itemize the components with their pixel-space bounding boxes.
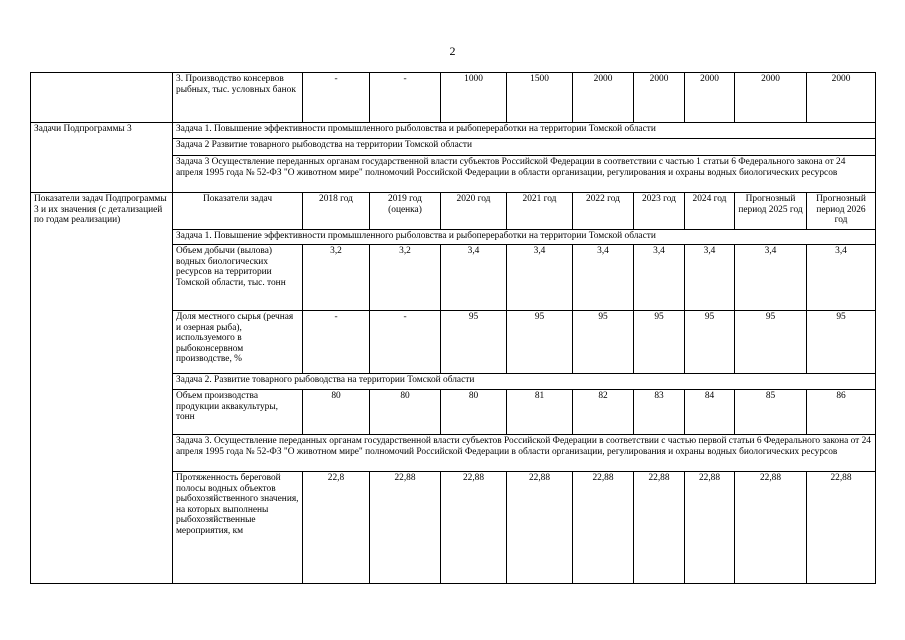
value-cell: 22,88 [735,472,807,584]
value-cell: 22,88 [573,472,634,584]
value-cell: 2000 [573,73,634,123]
value-cell: 80 [370,390,441,435]
value-cell: 95 [685,311,735,374]
task-text: Задача 2. Развитие товарного рыбоводства на территории Томской области [173,374,876,390]
indicator-label: Доля местного сырья (речная и озерная рыба), используемого в рыбоконсервном производстве, % [173,311,303,374]
header-cell: Показатели задач [173,193,303,230]
value-cell: 22,88 [507,472,573,584]
header-cell: 2020 год [441,193,507,230]
header-cell: Прогнозный период 2025 год [735,193,807,230]
indicator-label: Протяженность береговой полосы водных объектов рыбохозяйственного значения, на которых выполнены рыбохозяйственные мероприятия, км [173,472,303,584]
header-cell: 2024 год [685,193,735,230]
value-cell: 83 [634,390,685,435]
indicator-label: 3. Производство консервов рыбных, тыс. условных банок [173,73,303,123]
value-cell: 82 [573,390,634,435]
table-row-task1 [31,123,876,139]
value-cell: 80 [441,390,507,435]
value-cell: 85 [735,390,807,435]
task-text: Задача 1. Повышение эффективности промышленного рыболовства и рыбопереработки на территории Томской области [173,230,876,245]
header-cell: 2021 год [507,193,573,230]
value-cell: 3,4 [685,245,735,311]
value-cell: 3,4 [573,245,634,311]
value-cell: 2000 [685,73,735,123]
value-cell: 3,2 [303,245,370,311]
value-cell: 80 [303,390,370,435]
task-text: Задача 1. Повышение эффективности промышленного рыболовства и рыбопереработки на территории Томской области [173,123,876,139]
empty-cell [31,73,173,123]
value-cell: 84 [685,390,735,435]
page-number: 2 [449,44,456,58]
indicator-label: Объем производства продукции аквакультуры, тонн [173,390,303,435]
value-cell: - [303,311,370,374]
value-cell: 3,4 [634,245,685,311]
value-cell: 95 [441,311,507,374]
value-cell: 2000 [807,73,876,123]
value-cell: 81 [507,390,573,435]
value-cell: 95 [735,311,807,374]
value-cell: 3,4 [507,245,573,311]
header-cell: 2018 год [303,193,370,230]
value-cell: 22,8 [303,472,370,584]
value-cell: 22,88 [370,472,441,584]
value-cell: - [370,311,441,374]
value-cell: 1000 [441,73,507,123]
table-row-canned-fish [31,73,876,123]
value-cell: 3,4 [807,245,876,311]
value-cell: 95 [573,311,634,374]
value-cell: 1500 [507,73,573,123]
header-cell: Прогнозный период 2026 год [807,193,876,230]
value-cell: - [370,73,441,123]
value-cell: 95 [807,311,876,374]
task-text: Задача 3. Осуществление переданных органам государственной власти субъектов Российской Федерации в соответствии с частью первой статьи 6 Федерального закона от 24 апреля 1995 года № 52-ФЗ "О животном мире" полномочий Российской Федерации в области организации, регулирования и охраны водных биологических ресурсов [173,435,876,472]
task-text: Задача 2 Развитие товарного рыбоводства на территории Томской области [173,139,876,156]
value-cell: 22,88 [441,472,507,584]
subprogram-table [30,72,876,584]
tasks-section-label: Задачи Подпрограммы 3 [31,123,173,193]
header-cell: 2023 год [634,193,685,230]
value-cell: 95 [634,311,685,374]
value-cell: 2000 [634,73,685,123]
value-cell: 2000 [735,73,807,123]
indicator-label: Объем добычи (вылова) водных биологических ресурсов на территории Томской области, тыс. тонн [173,245,303,311]
header-cell: 2019 год (оценка) [370,193,441,230]
value-cell: 3,4 [735,245,807,311]
table-row-indicator-header [31,193,876,230]
value-cell: 3,4 [441,245,507,311]
value-cell: 95 [507,311,573,374]
value-cell: 22,88 [807,472,876,584]
value-cell: 22,88 [685,472,735,584]
value-cell: 22,88 [634,472,685,584]
value-cell: 3,2 [370,245,441,311]
value-cell: - [303,73,370,123]
value-cell: 86 [807,390,876,435]
header-cell: 2022 год [573,193,634,230]
task-text: Задача 3 Осуществление переданных органам государственной власти субъектов Российской Федерации в соответствии с частью 1 статьи 6 Федерального закона от 24 апреля 1995 года № 52-ФЗ "О животном мире" полномочий Российской Федерации в области организации, регулирования и охраны водных биологических ресурсов [173,156,876,193]
indicators-section-label: Показатели задач Подпрограммы 3 и их значения (с детализацией по годам реализации) [31,193,173,584]
